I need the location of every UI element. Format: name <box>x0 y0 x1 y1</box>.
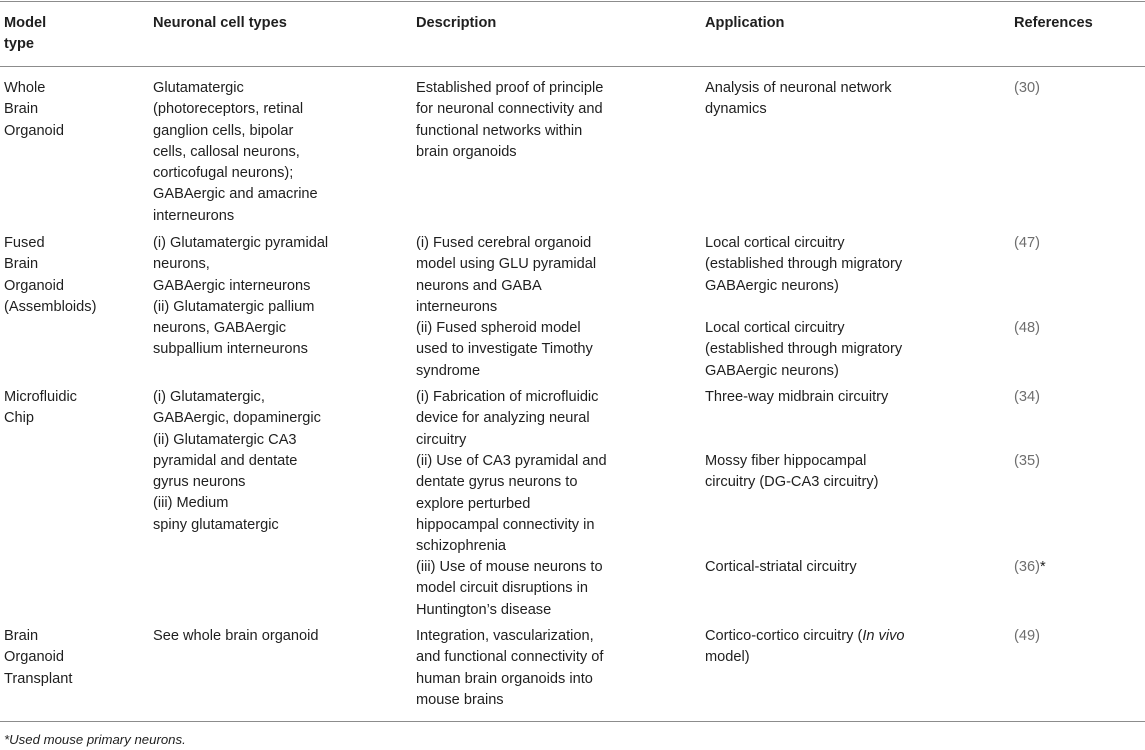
reference-link[interactable]: (48) <box>1014 320 1040 336</box>
header-bottom-rule <box>0 66 1145 67</box>
cell-description: (ii) Use of CA3 pyramidal and dentate gyrus neurons to explore perturbed hippocampal connectivity in schizophrenia <box>416 453 607 555</box>
reference-link[interactable]: (49) <box>1014 628 1040 644</box>
cell-application: Three-way midbrain circuitry <box>705 389 889 405</box>
table-bottom-rule <box>0 721 1145 722</box>
cell-application: Analysis of neuronal network dynamics <box>705 80 892 118</box>
cell-model-type: Fused Brain Organoid (Assembloids) <box>4 235 97 315</box>
cell-description: Established proof of principle for neuronal connectivity and functional networks within brain organoids <box>416 80 604 160</box>
cell-model-type: Microfluidic Chip <box>4 389 77 427</box>
cell-cell-types: See whole brain organoid <box>153 628 319 644</box>
cell-application: Local cortical circuitry (established through migratory GABAergic neurons) <box>705 235 903 294</box>
cell-description: (ii) Fused spheroid model used to investigate Timothy syndrome <box>416 320 593 379</box>
cell-model-type: Brain Organoid Transplant <box>4 628 73 687</box>
header-references: References <box>1014 15 1093 31</box>
footnote-marker: * <box>1039 559 1046 575</box>
cell-application: Mossy fiber hippocampal circuitry (DG-CA3 circuitry) <box>705 453 879 491</box>
cell-description: (i) Fabrication of microfluidic device for analyzing neural circuitry <box>416 389 599 448</box>
header-application: Application <box>705 15 785 31</box>
cell-application: Local cortical circuitry (established through migratory GABAergic neurons) <box>705 320 903 379</box>
cell-cell-types: (i) Glutamatergic pyramidal neurons, GABAergic interneurons (ii) Glutamatergic pallium neurons, GABAergic subpallium interneurons <box>153 235 329 358</box>
application-italic-text: In vivo <box>862 628 905 644</box>
application-text: model) <box>705 649 750 666</box>
reference-link[interactable]: (36) <box>1014 559 1040 575</box>
reference-link[interactable]: (35) <box>1014 453 1040 469</box>
reference-with-footnote <box>1014 557 1046 578</box>
table-top-rule <box>0 1 1145 2</box>
reference-link[interactable]: (34) <box>1014 389 1040 405</box>
header-description: Description <box>416 15 497 31</box>
cell-description: Integration, vascularization, and functional connectivity of human brain organoids into mouse brains <box>416 628 604 708</box>
table-footnote: *Used mouse primary neurons. <box>4 732 186 747</box>
cell-cell-types: (i) Glutamatergic, GABAergic, dopaminergic (ii) Glutamatergic CA3 pyramidal and dentate gyrus neurons (iii) Medium spiny glutamatergic <box>153 389 321 533</box>
header-model-type: Model type <box>4 15 47 53</box>
cell-description: (i) Fused cerebral organoid model using GLU pyramidal neurons and GABA interneurons <box>416 235 597 315</box>
application-text: Cortico-cortico circuitry ( <box>705 628 863 644</box>
reference-link[interactable]: (30) <box>1014 80 1040 96</box>
cell-application <box>705 626 905 669</box>
cell-cell-types: Glutamatergic (photoreceptors, retinal ganglion cells, bipolar cells, callosal neurons, corticofugal neurons); GABAergic and amacrine interneurons <box>153 80 318 224</box>
cell-application: Cortical-striatal circuitry <box>705 559 857 575</box>
reference-link[interactable]: (47) <box>1014 235 1040 251</box>
cell-model-type: Whole Brain Organoid <box>4 80 65 139</box>
cell-description: (iii) Use of mouse neurons to model circuit disruptions in Huntington’s disease <box>416 559 603 618</box>
header-cell-types: Neuronal cell types <box>153 15 287 31</box>
